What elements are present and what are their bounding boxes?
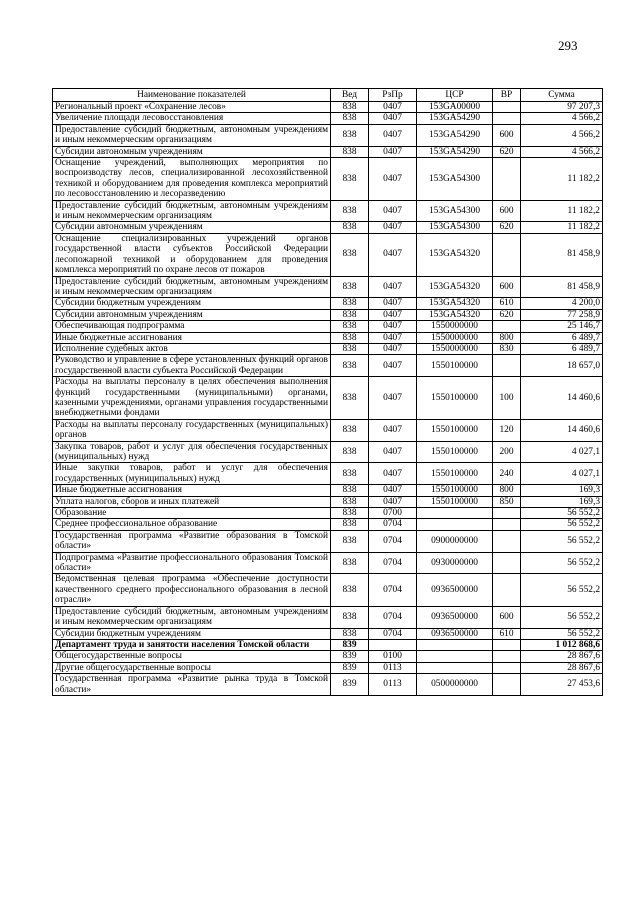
- row-csr: 0936500000: [417, 628, 493, 639]
- row-ved: 838: [331, 519, 369, 530]
- row-name: Иные закупки товаров, работ и услуг для обеспечения государственных (муниципальных) нужд: [53, 463, 331, 485]
- row-sum: 6 489,7: [521, 343, 603, 354]
- row-rzpr: 0704: [369, 628, 417, 639]
- header-ved: Вед: [331, 89, 369, 102]
- row-rzpr: 0407: [369, 146, 417, 157]
- row-csr: 153GA54300: [417, 200, 493, 222]
- row-csr: 0936500000: [417, 606, 493, 628]
- row-sum: 81 458,9: [521, 276, 603, 298]
- row-rzpr: 0700: [369, 508, 417, 519]
- row-ved: 838: [331, 102, 369, 113]
- table-row: [53, 508, 603, 519]
- row-ved: 838: [331, 419, 369, 441]
- row-vr: [493, 552, 521, 574]
- row-vr: [493, 508, 521, 519]
- row-vr: 620: [493, 222, 521, 233]
- table-row: [53, 321, 603, 332]
- row-name: Предоставление субсидий бюджетным, автономным учреждениям и иным некоммерческим организациям: [53, 124, 331, 146]
- row-ved: 838: [331, 332, 369, 343]
- row-name: Оснащение учреждений, выполняющих мероприятия по воспроизводству лесов, специализированной лесохозяйственной техникой и оборудованием для проведения комплекса мероприятий по лесовосстановлению и лесоразведению: [53, 158, 331, 201]
- row-vr: [493, 674, 521, 696]
- row-ved: 838: [331, 628, 369, 639]
- row-csr: 0900000000: [417, 530, 493, 552]
- row-ved: 838: [331, 200, 369, 222]
- table-row: [53, 102, 603, 113]
- row-rzpr: 0407: [369, 276, 417, 298]
- row-name: Среднее профессиональное образование: [53, 519, 331, 530]
- row-csr: 1550000000: [417, 343, 493, 354]
- row-rzpr: 0407: [369, 485, 417, 496]
- row-sum: 56 552,2: [521, 519, 603, 530]
- row-csr: 1550000000: [417, 321, 493, 332]
- row-vr: 600: [493, 606, 521, 628]
- header-sum: Сумма: [521, 89, 603, 102]
- header-vr: ВР: [493, 89, 521, 102]
- row-rzpr: 0704: [369, 530, 417, 552]
- row-csr: 0936500000: [417, 574, 493, 606]
- row-ved: 838: [331, 158, 369, 201]
- row-csr: 153GA54300: [417, 222, 493, 233]
- row-csr: 0930000000: [417, 552, 493, 574]
- row-rzpr: 0407: [369, 102, 417, 113]
- row-sum: 28 867,6: [521, 662, 603, 673]
- row-ved: 838: [331, 530, 369, 552]
- row-rzpr: 0407: [369, 343, 417, 354]
- row-ved: 838: [331, 276, 369, 298]
- header-rzpr: РзПр: [369, 89, 417, 102]
- row-vr: 850: [493, 496, 521, 507]
- row-rzpr: 0407: [369, 377, 417, 420]
- row-rzpr: 0407: [369, 441, 417, 463]
- table-row: [53, 552, 603, 574]
- table-row: [53, 233, 603, 276]
- row-ved: 838: [331, 508, 369, 519]
- row-name: Субсидии автономным учреждениям: [53, 309, 331, 320]
- row-name: Предоставление субсидий бюджетным, автономным учреждениям и иным некоммерческим организациям: [53, 200, 331, 222]
- row-vr: 610: [493, 298, 521, 309]
- row-rzpr: 0704: [369, 552, 417, 574]
- row-ved: 838: [331, 441, 369, 463]
- table-row: [53, 355, 603, 377]
- row-csr: 1550100000: [417, 355, 493, 377]
- row-sum: 18 657,0: [521, 355, 603, 377]
- row-vr: [493, 113, 521, 124]
- row-sum: 11 182,2: [521, 222, 603, 233]
- row-sum: 56 552,2: [521, 508, 603, 519]
- row-rzpr: 0407: [369, 200, 417, 222]
- row-vr: [493, 530, 521, 552]
- row-vr: 100: [493, 377, 521, 420]
- page-number: 293: [558, 38, 578, 53]
- row-rzpr: 0113: [369, 662, 417, 673]
- row-ved: 838: [331, 606, 369, 628]
- row-csr: 1550100000: [417, 485, 493, 496]
- row-ved: 838: [331, 298, 369, 309]
- row-csr: 153GA54320: [417, 276, 493, 298]
- row-sum: 14 460,6: [521, 419, 603, 441]
- row-rzpr: 0407: [369, 233, 417, 276]
- row-name: Общегосударственные вопросы: [53, 651, 331, 662]
- table-row: [53, 332, 603, 343]
- row-sum: 27 453,6: [521, 674, 603, 696]
- row-name: Закупка товаров, работ и услуг для обеспечения государственных (муниципальных) нужд: [53, 441, 331, 463]
- row-name: Департамент труда и занятости населения Томской области: [53, 639, 331, 650]
- row-vr: [493, 639, 521, 650]
- table-row: [53, 628, 603, 639]
- row-rzpr: 0407: [369, 158, 417, 201]
- row-sum: 4 027,1: [521, 463, 603, 485]
- row-vr: [493, 355, 521, 377]
- row-vr: 620: [493, 146, 521, 157]
- row-rzpr: [369, 639, 417, 650]
- row-csr: 1550100000: [417, 441, 493, 463]
- row-csr: 0500000000: [417, 674, 493, 696]
- table-row: [53, 276, 603, 298]
- row-csr: 1550000000: [417, 332, 493, 343]
- row-rzpr: 0407: [369, 124, 417, 146]
- table-row: [53, 519, 603, 530]
- row-sum: 28 867,6: [521, 651, 603, 662]
- row-rzpr: 0407: [369, 332, 417, 343]
- row-csr: 153GA54290: [417, 146, 493, 157]
- row-vr: 620: [493, 309, 521, 320]
- row-vr: [493, 233, 521, 276]
- row-ved: 839: [331, 662, 369, 673]
- row-sum: 4 200,0: [521, 298, 603, 309]
- row-ved: 838: [331, 377, 369, 420]
- row-sum: 4 566,2: [521, 146, 603, 157]
- row-vr: [493, 662, 521, 673]
- row-name: Увеличение площади лесовосстановления: [53, 113, 331, 124]
- row-name: Региональный проект «Сохранение лесов»: [53, 102, 331, 113]
- row-sum: 14 460,6: [521, 377, 603, 420]
- row-sum: 6 489,7: [521, 332, 603, 343]
- row-name: Субсидии бюджетным учреждениям: [53, 298, 331, 309]
- row-name: Оснащение специализированных учреждений органов государственной власти субъектов Российской Федерации лесопожарной техникой и оборудованием для проведения комплекса мероприятий по охране лесов от пожаров: [53, 233, 331, 276]
- row-vr: [493, 321, 521, 332]
- row-sum: 81 458,9: [521, 233, 603, 276]
- row-sum: 56 552,2: [521, 530, 603, 552]
- table-row: [53, 463, 603, 485]
- table-row: [53, 146, 603, 157]
- row-ved: 839: [331, 639, 369, 650]
- row-sum: 25 146,7: [521, 321, 603, 332]
- row-name: Иные бюджетные ассигнования: [53, 485, 331, 496]
- row-csr: [417, 519, 493, 530]
- row-vr: [493, 102, 521, 113]
- row-ved: 839: [331, 651, 369, 662]
- row-sum: 4 027,1: [521, 441, 603, 463]
- row-rzpr: 0704: [369, 519, 417, 530]
- row-name: Субсидии автономным учреждениям: [53, 146, 331, 157]
- table-row: [53, 496, 603, 507]
- table-row: [53, 343, 603, 354]
- table-row: [53, 662, 603, 673]
- row-rzpr: 0407: [369, 355, 417, 377]
- table-body: [53, 102, 603, 696]
- row-csr: 1550100000: [417, 463, 493, 485]
- row-ved: 838: [331, 113, 369, 124]
- row-csr: 153GA00000: [417, 102, 493, 113]
- row-csr: [417, 508, 493, 519]
- budget-table: [52, 88, 603, 696]
- row-name: Предоставление субсидий бюджетным, автономным учреждениям и иным некоммерческим организациям: [53, 276, 331, 298]
- row-vr: 120: [493, 419, 521, 441]
- row-rzpr: 0407: [369, 321, 417, 332]
- row-sum: 169,3: [521, 485, 603, 496]
- row-sum: 77 258,9: [521, 309, 603, 320]
- row-ved: 838: [331, 355, 369, 377]
- row-csr: [417, 662, 493, 673]
- row-name: Расходы на выплаты персоналу в целях обеспечения выполнения функций государственными (муниципальными) органами, казенными учреждениями, органами управления государственными внебюджетными фондами: [53, 377, 331, 420]
- row-rzpr: 0407: [369, 496, 417, 507]
- table-row: [53, 158, 603, 201]
- row-vr: 830: [493, 343, 521, 354]
- row-sum: 56 552,2: [521, 552, 603, 574]
- row-ved: 838: [331, 574, 369, 606]
- row-vr: 600: [493, 124, 521, 146]
- row-rzpr: 0407: [369, 298, 417, 309]
- row-ved: 838: [331, 222, 369, 233]
- row-csr: 153GA54300: [417, 158, 493, 201]
- row-vr: 800: [493, 332, 521, 343]
- row-csr: 153GA54320: [417, 309, 493, 320]
- table-row: [53, 124, 603, 146]
- row-name: Подпрограмма «Развитие профессионального образования Томской области»: [53, 552, 331, 574]
- row-ved: 838: [331, 463, 369, 485]
- row-name: Руководство и управление в сфере установленных функций органов государственной власти субъекта Российской Федерации: [53, 355, 331, 377]
- row-vr: 200: [493, 441, 521, 463]
- table-row: [53, 441, 603, 463]
- row-csr: 153GA54320: [417, 233, 493, 276]
- row-rzpr: 0704: [369, 574, 417, 606]
- table-row: [53, 674, 603, 696]
- row-csr: 1550100000: [417, 377, 493, 420]
- row-name: Государственная программа «Развитие образования в Томской области»: [53, 530, 331, 552]
- table-row: [53, 298, 603, 309]
- row-sum: 11 182,2: [521, 158, 603, 201]
- row-vr: 600: [493, 276, 521, 298]
- row-csr: 1550100000: [417, 496, 493, 507]
- table-row: [53, 606, 603, 628]
- row-rzpr: 0407: [369, 309, 417, 320]
- row-rzpr: 0113: [369, 674, 417, 696]
- row-rzpr: 0407: [369, 113, 417, 124]
- table-row: [53, 530, 603, 552]
- row-name: Государственная программа «Развитие рынка труда в Томской области»: [53, 674, 331, 696]
- row-ved: 839: [331, 674, 369, 696]
- table-header-row: [53, 89, 603, 102]
- header-csr: ЦСР: [417, 89, 493, 102]
- row-vr: 240: [493, 463, 521, 485]
- row-name: Иные бюджетные ассигнования: [53, 332, 331, 343]
- row-ved: 838: [331, 321, 369, 332]
- table-row: [53, 222, 603, 233]
- table-row: [53, 485, 603, 496]
- row-sum: 169,3: [521, 496, 603, 507]
- row-name: Уплата налогов, сборов и иных платежей: [53, 496, 331, 507]
- table-row: [53, 113, 603, 124]
- row-ved: 838: [331, 343, 369, 354]
- row-ved: 838: [331, 485, 369, 496]
- row-sum: 97 207,3: [521, 102, 603, 113]
- row-vr: 600: [493, 200, 521, 222]
- row-csr: 1550100000: [417, 419, 493, 441]
- row-sum: 4 566,2: [521, 113, 603, 124]
- row-ved: 838: [331, 124, 369, 146]
- row-rzpr: 0407: [369, 463, 417, 485]
- row-ved: 838: [331, 496, 369, 507]
- row-name: Другие общегосударственные вопросы: [53, 662, 331, 673]
- row-vr: 800: [493, 485, 521, 496]
- row-name: Субсидии бюджетным учреждениям: [53, 628, 331, 639]
- row-ved: 838: [331, 146, 369, 157]
- row-name: Расходы на выплаты персоналу государственных (муниципальных) органов: [53, 419, 331, 441]
- row-csr: [417, 639, 493, 650]
- table-row: [53, 309, 603, 320]
- row-sum: 4 566,2: [521, 124, 603, 146]
- table-row: [53, 639, 603, 650]
- row-sum: 56 552,2: [521, 574, 603, 606]
- row-ved: 838: [331, 233, 369, 276]
- table-row: [53, 200, 603, 222]
- row-csr: 153GA54320: [417, 298, 493, 309]
- row-sum: 1 012 868,6: [521, 639, 603, 650]
- row-sum: 11 182,2: [521, 200, 603, 222]
- header-name: Наименование показателей: [53, 89, 331, 102]
- row-sum: 56 552,2: [521, 606, 603, 628]
- row-sum: 56 552,2: [521, 628, 603, 639]
- row-vr: [493, 519, 521, 530]
- row-name: Ведомственная целевая программа «Обеспечение доступности качественного среднего профессионального образования в лесной отрасли»: [53, 574, 331, 606]
- row-ved: 838: [331, 309, 369, 320]
- table-row: [53, 377, 603, 420]
- row-rzpr: 0704: [369, 606, 417, 628]
- row-csr: 153GA54290: [417, 124, 493, 146]
- row-name: Предоставление субсидий бюджетным, автономным учреждениям и иным некоммерческим организациям: [53, 606, 331, 628]
- row-vr: [493, 574, 521, 606]
- row-name: Образование: [53, 508, 331, 519]
- row-name: Обеспечивающая подпрограмма: [53, 321, 331, 332]
- row-csr: [417, 651, 493, 662]
- row-ved: 838: [331, 552, 369, 574]
- table-row: [53, 651, 603, 662]
- row-rzpr: 0407: [369, 222, 417, 233]
- row-name: Субсидии автономным учреждениям: [53, 222, 331, 233]
- row-vr: [493, 651, 521, 662]
- table-row: [53, 574, 603, 606]
- row-rzpr: 0100: [369, 651, 417, 662]
- row-rzpr: 0407: [369, 419, 417, 441]
- row-name: Исполнение судебных актов: [53, 343, 331, 354]
- row-csr: 153GA54290: [417, 113, 493, 124]
- row-vr: 610: [493, 628, 521, 639]
- row-vr: [493, 158, 521, 201]
- table-row: [53, 419, 603, 441]
